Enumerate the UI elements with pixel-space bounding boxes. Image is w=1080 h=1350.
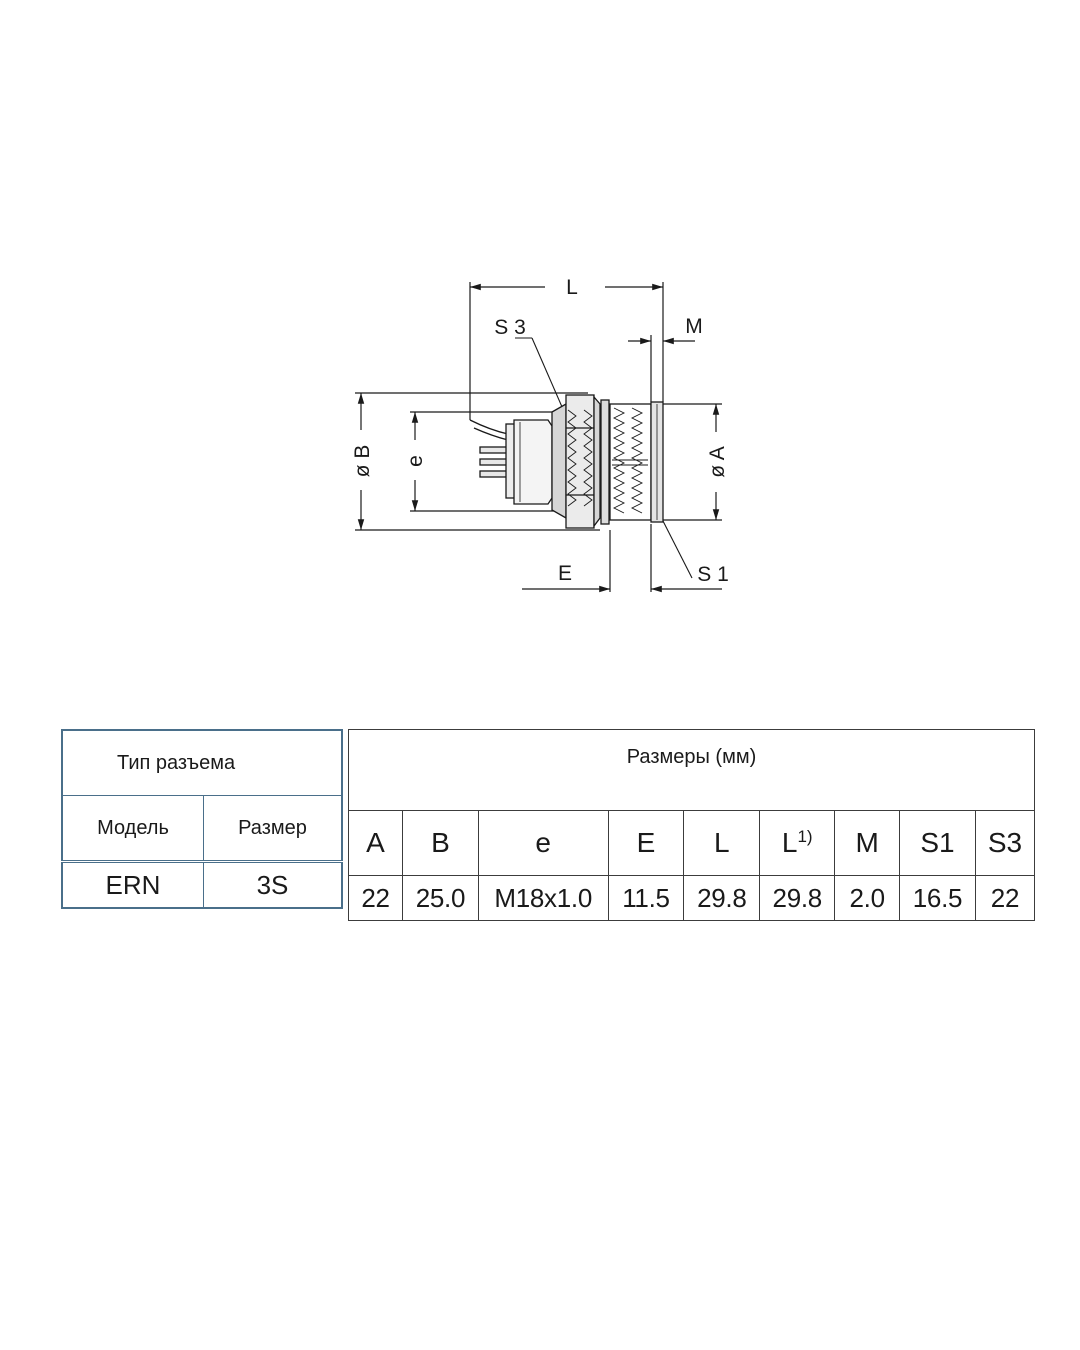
dimension-value: 25.0: [402, 876, 478, 921]
label-L: L: [566, 276, 578, 299]
dimension-value: 16.5: [900, 876, 976, 921]
model-header: Модель: [62, 796, 204, 862]
model-value: ERN: [62, 862, 204, 909]
dimension-symbol: [684, 811, 760, 876]
dimension-symbol: [608, 811, 684, 876]
dimension-value: 2.0: [835, 876, 900, 921]
dimension-value: 29.8: [684, 876, 760, 921]
label-E: E: [557, 562, 573, 585]
connector-body: [470, 395, 663, 528]
size-header: Размер: [204, 796, 343, 862]
label-S1: S 1: [697, 563, 729, 586]
dimension-symbol-text: L: [781, 827, 798, 858]
dimension-symbol: [349, 811, 403, 876]
type-table-title: Тип разъема: [62, 730, 342, 796]
label-e: e: [404, 455, 427, 467]
dimension-symbol: [975, 811, 1034, 876]
dimension-symbol: [900, 811, 976, 876]
dimension-symbol-text: L: [714, 827, 730, 858]
dimension-symbols-row: [349, 811, 1035, 876]
dimension-value: 29.8: [760, 876, 835, 921]
connector-type-table: [61, 729, 343, 909]
dimension-symbol: [478, 811, 608, 876]
label-phi-A: ø A: [706, 446, 729, 478]
dimension-symbol: [402, 811, 478, 876]
label-M: M: [685, 315, 703, 338]
dimension-symbol-footnote: 1): [797, 827, 813, 846]
dimension-symbol-text: S3: [987, 827, 1023, 858]
dimension-symbol-text: M: [855, 827, 879, 858]
dimension-symbol: [835, 811, 900, 876]
dimension-value: 22: [349, 876, 403, 921]
dimension-symbol-text: E: [636, 827, 656, 858]
label-S3: S 3: [494, 316, 526, 339]
dimensions-table: [348, 729, 1035, 921]
dimension-value: 22: [975, 876, 1034, 921]
dimension-symbol: [760, 811, 835, 876]
dimension-value: 11.5: [608, 876, 684, 921]
dimension-symbol-text: B: [431, 827, 450, 858]
dimension-symbol-text: A: [366, 827, 385, 858]
dimension-values-row: [349, 876, 1035, 921]
dimension-value: M18x1.0: [478, 876, 608, 921]
dimension-symbol-text: e: [535, 827, 551, 858]
size-value: 3S: [204, 862, 343, 909]
dimensions-table-title: Размеры (мм): [349, 730, 1035, 811]
label-phi-B: ø B: [351, 444, 374, 478]
dimension-symbol-text: S1: [920, 827, 955, 858]
